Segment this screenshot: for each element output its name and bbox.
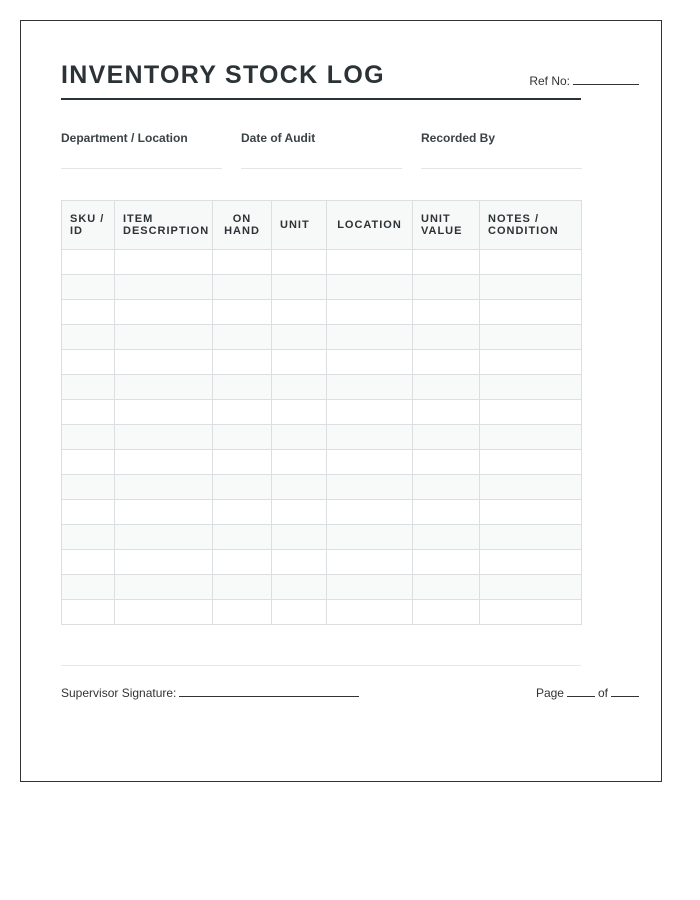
- page-total-blank[interactable]: [611, 686, 639, 697]
- table-cell[interactable]: [62, 400, 115, 425]
- table-cell[interactable]: [413, 425, 480, 450]
- table-body: [62, 250, 582, 625]
- footer-divider: [61, 665, 581, 666]
- table-cell[interactable]: [62, 450, 115, 475]
- page-label: Page: [535, 686, 564, 700]
- table-cell[interactable]: [115, 300, 213, 325]
- table-cell[interactable]: [213, 275, 272, 300]
- table-cell[interactable]: [115, 425, 213, 450]
- table-cell[interactable]: [413, 275, 480, 300]
- table-cell[interactable]: [272, 300, 327, 325]
- table-row: [62, 275, 582, 300]
- of-label: of: [597, 686, 608, 700]
- table-cell[interactable]: [62, 350, 115, 375]
- table-row: [62, 525, 582, 550]
- table-cell[interactable]: [115, 500, 213, 525]
- table-cell[interactable]: [327, 425, 413, 450]
- table-cell[interactable]: [272, 525, 327, 550]
- table-cell[interactable]: [62, 250, 115, 275]
- supervisor-signature-label: Supervisor Signature:: [61, 686, 177, 700]
- table-cell[interactable]: [62, 600, 115, 625]
- table-cell[interactable]: [213, 375, 272, 400]
- table-cell[interactable]: [327, 350, 413, 375]
- table-row: [62, 300, 582, 325]
- table-cell[interactable]: [62, 275, 115, 300]
- table-row: [62, 600, 582, 625]
- department-location-label: Department / Location: [61, 131, 188, 145]
- column-header-item-description: ITEM DESCRIPTION: [115, 201, 213, 250]
- table-cell[interactable]: [62, 300, 115, 325]
- ref-number-blank[interactable]: [573, 74, 639, 85]
- table-cell[interactable]: [62, 475, 115, 500]
- table-cell[interactable]: [413, 500, 480, 525]
- table-cell[interactable]: [413, 300, 480, 325]
- table-cell[interactable]: [327, 525, 413, 550]
- table-cell[interactable]: [272, 425, 327, 450]
- recorded-by-label: Recorded By: [421, 131, 496, 145]
- table-cell[interactable]: [480, 525, 582, 550]
- table-row: [62, 500, 582, 525]
- table-cell[interactable]: [62, 425, 115, 450]
- table-cell[interactable]: [413, 475, 480, 500]
- table-cell[interactable]: [480, 575, 582, 600]
- table-cell[interactable]: [272, 375, 327, 400]
- table-cell[interactable]: [480, 375, 582, 400]
- table-cell[interactable]: [213, 400, 272, 425]
- table-row: [62, 475, 582, 500]
- table-row: [62, 425, 582, 450]
- column-header-unit: UNIT: [272, 201, 327, 250]
- table-cell[interactable]: [480, 275, 582, 300]
- inventory-table: [61, 200, 582, 625]
- table-cell[interactable]: [480, 500, 582, 525]
- table-cell[interactable]: [213, 525, 272, 550]
- table-cell[interactable]: [115, 525, 213, 550]
- table-cell[interactable]: [272, 600, 327, 625]
- column-header-sku-id: SKU / ID: [62, 201, 115, 250]
- table-cell[interactable]: [62, 500, 115, 525]
- table-cell[interactable]: [413, 325, 480, 350]
- table-row: [62, 550, 582, 575]
- column-header-location: LOCATION: [327, 201, 413, 250]
- table-row: [62, 350, 582, 375]
- table-cell[interactable]: [62, 375, 115, 400]
- table-cell[interactable]: [327, 375, 413, 400]
- date-of-audit-field[interactable]: [241, 131, 402, 145]
- document-title: INVENTORY STOCK LOG: [61, 61, 385, 89]
- date-of-audit-input-line[interactable]: [241, 168, 402, 169]
- table-cell[interactable]: [327, 550, 413, 575]
- table-cell[interactable]: [115, 350, 213, 375]
- table-cell[interactable]: [213, 425, 272, 450]
- table-cell[interactable]: [327, 325, 413, 350]
- table-cell[interactable]: [327, 450, 413, 475]
- table-cell[interactable]: [327, 275, 413, 300]
- table-cell[interactable]: [480, 350, 582, 375]
- table-cell[interactable]: [272, 325, 327, 350]
- department-location-input-line[interactable]: [61, 168, 222, 169]
- table-cell[interactable]: [62, 575, 115, 600]
- table-cell[interactable]: [115, 550, 213, 575]
- table-header-row: [62, 201, 582, 250]
- table-cell[interactable]: [213, 325, 272, 350]
- column-header-on-hand: ON HAND: [213, 201, 272, 250]
- table-cell[interactable]: [413, 550, 480, 575]
- table-cell[interactable]: [213, 475, 272, 500]
- ref-number-label: Ref No:: [529, 74, 570, 88]
- table-cell[interactable]: [115, 450, 213, 475]
- table-cell[interactable]: [115, 250, 213, 275]
- table-cell[interactable]: [213, 550, 272, 575]
- table-cell[interactable]: [480, 425, 582, 450]
- table-cell[interactable]: [413, 400, 480, 425]
- page-number-field: [536, 686, 639, 700]
- table-cell[interactable]: [480, 400, 582, 425]
- table-cell[interactable]: [213, 500, 272, 525]
- table-cell[interactable]: [413, 350, 480, 375]
- table-cell[interactable]: [115, 475, 213, 500]
- table-cell[interactable]: [327, 300, 413, 325]
- table-cell[interactable]: [272, 275, 327, 300]
- table-cell[interactable]: [213, 600, 272, 625]
- table-cell[interactable]: [327, 500, 413, 525]
- table-cell[interactable]: [327, 250, 413, 275]
- table-cell[interactable]: [272, 550, 327, 575]
- table-cell[interactable]: [62, 525, 115, 550]
- date-of-audit-label: Date of Audit: [241, 131, 316, 145]
- table-cell[interactable]: [272, 250, 327, 275]
- table-cell[interactable]: [480, 475, 582, 500]
- table-row: [62, 400, 582, 425]
- column-header-unit-value: UNIT VALUE: [413, 201, 480, 250]
- table-cell[interactable]: [272, 350, 327, 375]
- department-location-field[interactable]: [61, 131, 222, 145]
- table-cell[interactable]: [62, 325, 115, 350]
- title-divider: [61, 98, 581, 100]
- table-row: [62, 575, 582, 600]
- column-header-notes-condition: NOTES / CONDITION: [480, 201, 582, 250]
- recorded-by-input-line[interactable]: [421, 168, 582, 169]
- table-cell[interactable]: [413, 600, 480, 625]
- table-cell[interactable]: [327, 575, 413, 600]
- table-cell[interactable]: [480, 325, 582, 350]
- table-cell[interactable]: [213, 250, 272, 275]
- supervisor-signature-blank[interactable]: [179, 686, 359, 697]
- table-cell[interactable]: [115, 575, 213, 600]
- table-cell[interactable]: [115, 275, 213, 300]
- table-cell[interactable]: [272, 400, 327, 425]
- table-cell[interactable]: [272, 475, 327, 500]
- table-cell[interactable]: [413, 450, 480, 475]
- table-cell[interactable]: [480, 450, 582, 475]
- page-number-blank[interactable]: [567, 686, 595, 697]
- table-cell[interactable]: [413, 250, 480, 275]
- table-cell[interactable]: [115, 400, 213, 425]
- table-cell[interactable]: [213, 450, 272, 475]
- table-cell[interactable]: [413, 375, 480, 400]
- table-cell[interactable]: [213, 575, 272, 600]
- table-cell[interactable]: [272, 450, 327, 475]
- table-cell[interactable]: [213, 350, 272, 375]
- table-row: [62, 325, 582, 350]
- table-cell[interactable]: [115, 325, 213, 350]
- table-cell[interactable]: [115, 375, 213, 400]
- table-cell[interactable]: [115, 600, 213, 625]
- table-cell[interactable]: [480, 250, 582, 275]
- table-cell[interactable]: [327, 400, 413, 425]
- table-cell[interactable]: [62, 550, 115, 575]
- table-cell[interactable]: [272, 575, 327, 600]
- table-cell[interactable]: [413, 525, 480, 550]
- table-row: [62, 375, 582, 400]
- table-cell[interactable]: [480, 550, 582, 575]
- table-cell[interactable]: [413, 575, 480, 600]
- table-cell[interactable]: [327, 475, 413, 500]
- table-cell[interactable]: [480, 300, 582, 325]
- table-cell[interactable]: [272, 500, 327, 525]
- table-cell[interactable]: [213, 300, 272, 325]
- table-cell[interactable]: [480, 600, 582, 625]
- supervisor-signature-field[interactable]: [61, 686, 359, 700]
- table-cell[interactable]: [327, 600, 413, 625]
- recorded-by-field[interactable]: [421, 131, 582, 145]
- table-row: [62, 250, 582, 275]
- ref-number-field[interactable]: [529, 74, 639, 88]
- table-row: [62, 450, 582, 475]
